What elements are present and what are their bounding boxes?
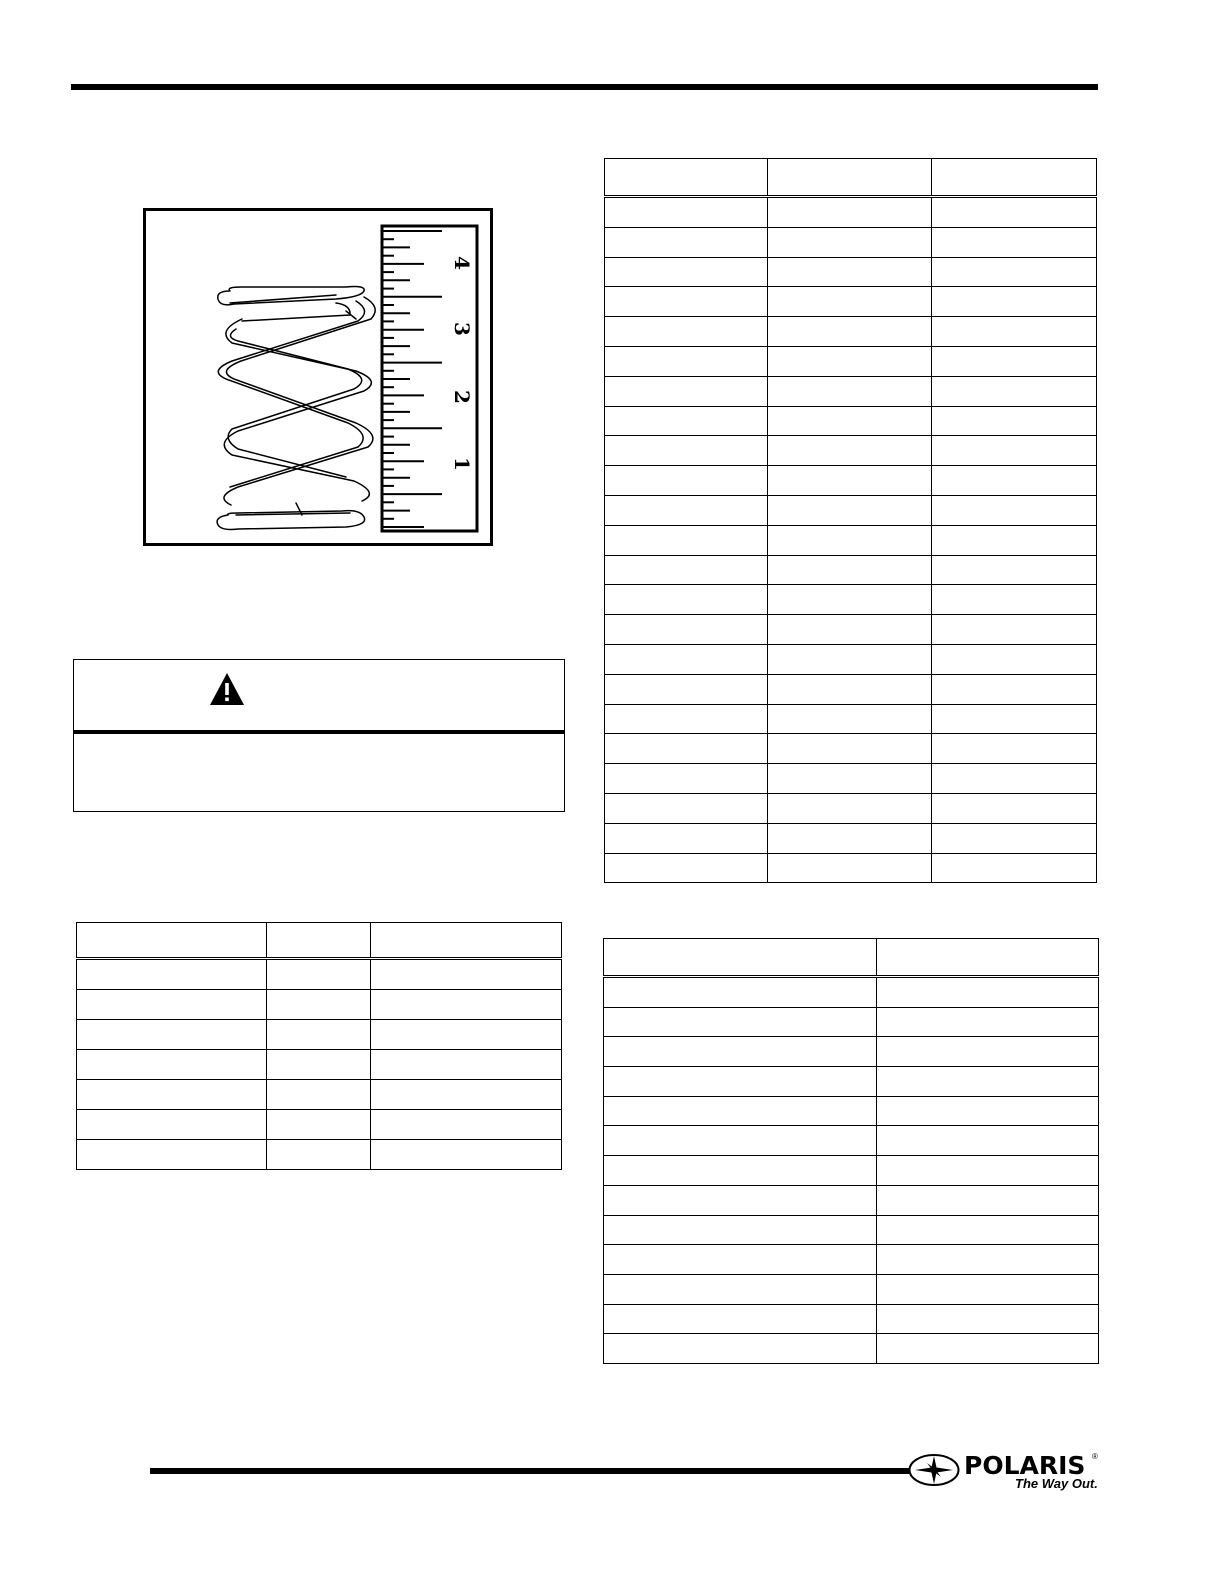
table-row <box>604 1096 1099 1126</box>
table-row <box>604 1067 1099 1097</box>
polaris-wordmark: POLARIS <box>964 1451 1086 1480</box>
table-row <box>77 1110 562 1140</box>
table-cell <box>605 197 768 228</box>
table-cell <box>768 406 932 436</box>
table-cell <box>77 1020 267 1050</box>
table-cell <box>768 376 932 406</box>
table-cell <box>877 1156 1099 1186</box>
table-cell <box>877 1067 1099 1097</box>
table-cell <box>768 287 932 317</box>
table-cell <box>877 1334 1099 1364</box>
table-cell <box>932 436 1097 466</box>
coil-spring <box>217 287 375 530</box>
table-cell <box>932 317 1097 347</box>
table-cell <box>932 406 1097 436</box>
table-cell <box>371 1050 562 1080</box>
polaris-star-emblem-icon <box>908 1453 960 1487</box>
table-cell <box>768 823 932 853</box>
table-cell <box>877 1037 1099 1067</box>
table-cell <box>605 317 768 347</box>
spring-length-figure <box>143 208 493 546</box>
table-row <box>605 585 1097 615</box>
table-row <box>604 1245 1099 1275</box>
ruler <box>382 226 477 531</box>
table-cell <box>877 1274 1099 1304</box>
table-cell <box>877 1007 1099 1037</box>
table-row <box>605 197 1097 228</box>
table-row <box>77 990 562 1020</box>
table-cell <box>604 1156 877 1186</box>
header-cell <box>768 159 932 197</box>
table-row <box>604 1185 1099 1215</box>
table-cell <box>605 585 768 615</box>
table-cell <box>604 1245 877 1275</box>
table-cell <box>768 257 932 287</box>
table-row <box>77 1140 562 1170</box>
ruler-label-3: 3 <box>450 322 474 336</box>
table-row <box>605 525 1097 555</box>
table-cell <box>768 197 932 228</box>
header-cell <box>877 939 1099 977</box>
polaris-logo <box>908 1450 1100 1496</box>
table-row <box>605 823 1097 853</box>
table-row <box>604 1334 1099 1364</box>
spring-spec-table-right-bottom <box>603 938 1099 1364</box>
header-cell <box>604 939 877 977</box>
table-cell <box>932 644 1097 674</box>
table-row <box>605 704 1097 734</box>
table-cell <box>267 990 371 1020</box>
table-cell <box>605 346 768 376</box>
table-cell <box>932 764 1097 794</box>
table-cell <box>768 525 932 555</box>
table-cell <box>371 990 562 1020</box>
table-cell <box>605 257 768 287</box>
table-row <box>605 644 1097 674</box>
table-row <box>77 1050 562 1080</box>
table-cell <box>932 287 1097 317</box>
table-cell <box>932 853 1097 883</box>
table-row <box>604 1007 1099 1037</box>
table-cell <box>605 227 768 257</box>
table-cell <box>768 436 932 466</box>
table-row <box>605 615 1097 645</box>
table-cell <box>267 1110 371 1140</box>
table-cell <box>371 1140 562 1170</box>
warning-body <box>74 734 564 811</box>
table-cell <box>768 495 932 525</box>
table-cell <box>604 1037 877 1067</box>
table-cell <box>768 644 932 674</box>
table-cell <box>932 674 1097 704</box>
table-cell <box>77 959 267 990</box>
table-cell <box>605 823 768 853</box>
table-header-row <box>77 923 562 959</box>
table-cell <box>877 1185 1099 1215</box>
table-cell <box>77 1050 267 1080</box>
table-cell <box>932 793 1097 823</box>
table-row <box>605 674 1097 704</box>
table-cell <box>877 977 1099 1008</box>
table-cell <box>932 704 1097 734</box>
table-row <box>604 1304 1099 1334</box>
registered-mark: ® <box>1092 1452 1098 1461</box>
table-cell <box>605 793 768 823</box>
table-cell <box>877 1304 1099 1334</box>
table-row <box>604 1126 1099 1156</box>
warning-box <box>73 659 565 812</box>
table-cell <box>877 1096 1099 1126</box>
table-cell <box>932 466 1097 496</box>
table-row <box>605 346 1097 376</box>
table-row <box>604 977 1099 1008</box>
table-row <box>604 1156 1099 1186</box>
table-cell <box>605 644 768 674</box>
table-cell <box>605 525 768 555</box>
table-header-row <box>604 939 1099 977</box>
table-cell <box>604 1274 877 1304</box>
table-cell <box>371 1080 562 1110</box>
polaris-tagline: The Way Out. <box>1015 1476 1098 1491</box>
table-row <box>605 317 1097 347</box>
table-cell <box>605 853 768 883</box>
table-row <box>605 376 1097 406</box>
table-cell <box>605 466 768 496</box>
ruler-label-4: 4 <box>450 256 474 270</box>
table-cell <box>267 959 371 990</box>
ruler-label-2: 2 <box>450 390 474 404</box>
table-cell <box>768 466 932 496</box>
header-cell <box>77 923 267 959</box>
table-cell <box>768 734 932 764</box>
table-cell <box>267 1020 371 1050</box>
table-cell <box>605 704 768 734</box>
table-row <box>605 436 1097 466</box>
table-row <box>77 1080 562 1110</box>
table-cell <box>768 615 932 645</box>
table-cell <box>605 615 768 645</box>
table-cell <box>768 585 932 615</box>
table-cell <box>768 704 932 734</box>
table-cell <box>605 287 768 317</box>
table-cell <box>77 1140 267 1170</box>
table-row <box>77 959 562 990</box>
table-cell <box>604 1304 877 1334</box>
table-cell <box>605 734 768 764</box>
table-cell <box>604 1215 877 1245</box>
table-cell <box>877 1245 1099 1275</box>
table-cell <box>604 1334 877 1364</box>
table-cell <box>877 1126 1099 1156</box>
table-cell <box>932 734 1097 764</box>
table-row <box>605 555 1097 585</box>
table-row <box>605 853 1097 883</box>
header-cell <box>605 159 768 197</box>
spring-illustration <box>146 211 490 543</box>
table-cell <box>605 406 768 436</box>
table-cell <box>768 227 932 257</box>
table-header-row <box>605 159 1097 197</box>
table-cell <box>371 1020 562 1050</box>
table-cell <box>768 764 932 794</box>
table-cell <box>604 1185 877 1215</box>
table-cell <box>605 674 768 704</box>
table-cell <box>768 853 932 883</box>
warning-header <box>74 660 564 730</box>
table-cell <box>932 555 1097 585</box>
table-cell <box>605 376 768 406</box>
table-cell <box>604 1067 877 1097</box>
table-row <box>604 1215 1099 1245</box>
table-cell <box>932 197 1097 228</box>
table-cell <box>77 1110 267 1140</box>
table-row <box>605 734 1097 764</box>
warning-triangle-icon <box>209 672 245 706</box>
table-row <box>605 764 1097 794</box>
table-cell <box>768 555 932 585</box>
table-cell <box>604 1096 877 1126</box>
table-cell <box>267 1080 371 1110</box>
table-cell <box>877 1215 1099 1245</box>
table-row <box>605 227 1097 257</box>
table-row <box>604 1037 1099 1067</box>
table-cell <box>932 376 1097 406</box>
table-cell <box>932 585 1097 615</box>
table-cell <box>605 764 768 794</box>
table-row <box>605 793 1097 823</box>
table-row <box>604 1274 1099 1304</box>
footer-rule <box>150 1468 910 1474</box>
table-cell <box>605 555 768 585</box>
table-cell <box>77 1080 267 1110</box>
table-cell <box>267 1050 371 1080</box>
table-row <box>605 495 1097 525</box>
table-cell <box>604 977 877 1008</box>
table-cell <box>932 615 1097 645</box>
table-row <box>605 257 1097 287</box>
table-cell <box>605 436 768 466</box>
header-cell <box>267 923 371 959</box>
spring-spec-table-right-top <box>604 158 1097 883</box>
header-rule <box>71 84 1098 90</box>
table-cell <box>932 346 1097 376</box>
table-cell <box>604 1007 877 1037</box>
table-row <box>605 287 1097 317</box>
spring-spec-table-left <box>76 922 562 1170</box>
table-cell <box>77 990 267 1020</box>
table-row <box>605 406 1097 436</box>
table-cell <box>768 346 932 376</box>
table-cell <box>605 495 768 525</box>
table-cell <box>932 257 1097 287</box>
table-cell <box>768 793 932 823</box>
table-cell <box>371 959 562 990</box>
table-cell <box>932 227 1097 257</box>
table-cell <box>371 1110 562 1140</box>
ruler-label-1: 1 <box>450 457 474 471</box>
table-cell <box>932 495 1097 525</box>
header-cell <box>932 159 1097 197</box>
table-cell <box>932 823 1097 853</box>
table-cell <box>604 1126 877 1156</box>
table-row <box>77 1020 562 1050</box>
table-row <box>605 466 1097 496</box>
table-cell <box>267 1140 371 1170</box>
table-cell <box>768 317 932 347</box>
table-cell <box>768 674 932 704</box>
table-cell <box>932 525 1097 555</box>
header-cell <box>371 923 562 959</box>
